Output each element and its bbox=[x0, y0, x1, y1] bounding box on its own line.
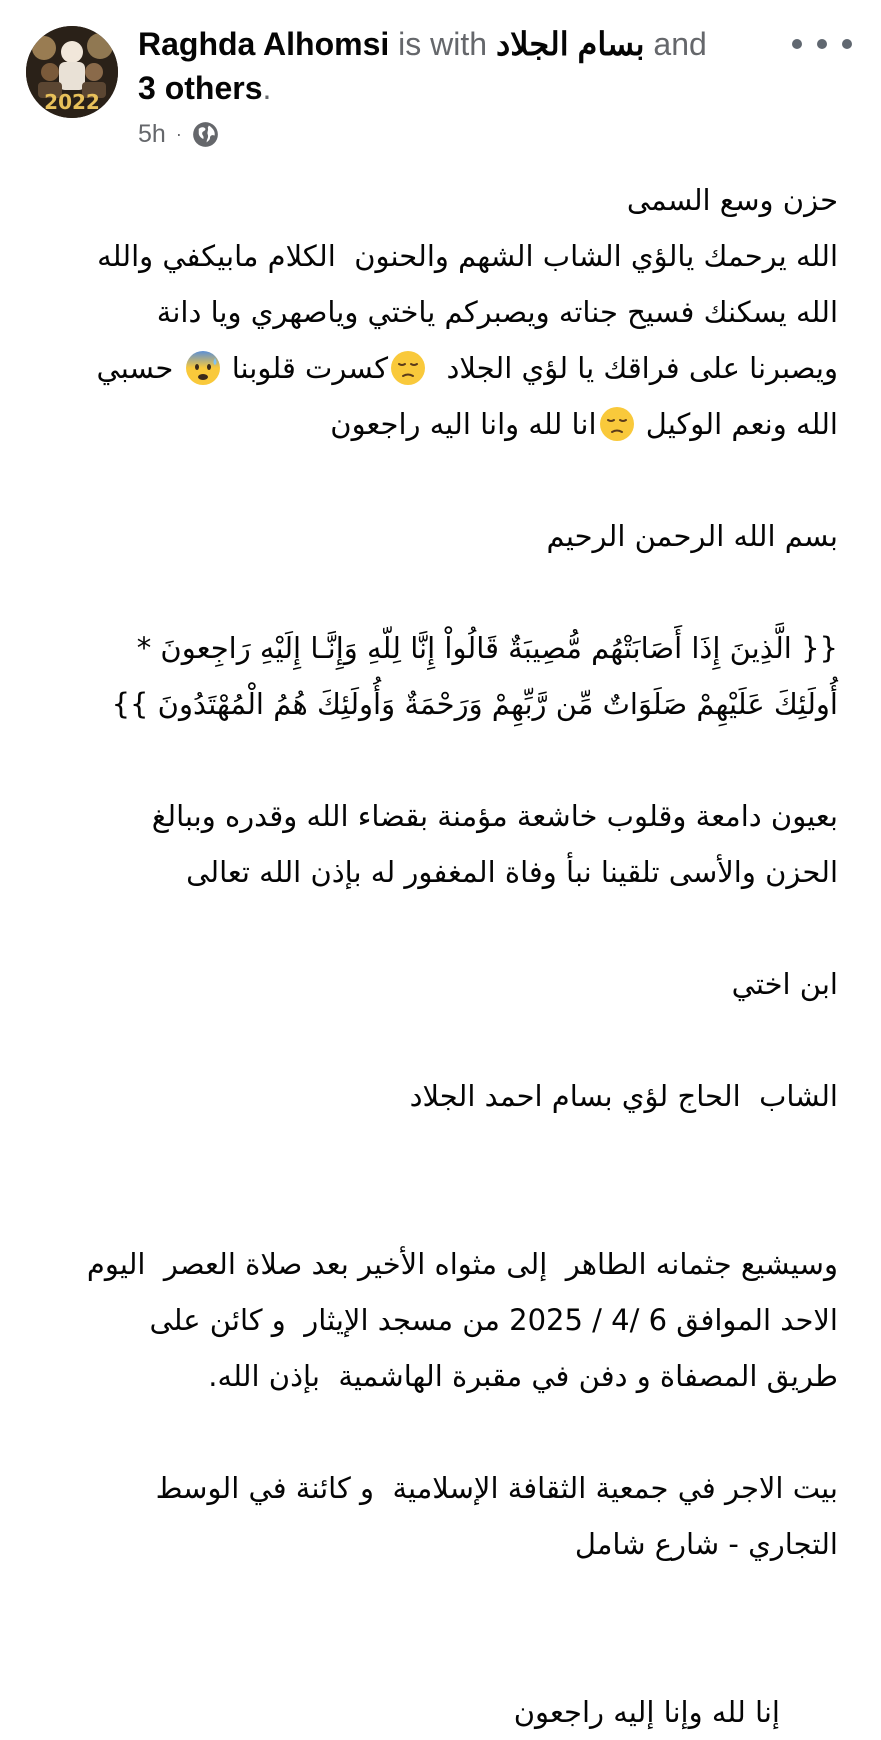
post-body bbox=[26, 172, 838, 1740]
is-with-text: is with bbox=[398, 26, 488, 62]
post-meta bbox=[138, 116, 219, 152]
author-name[interactable]: Raghda Alhomsi bbox=[138, 26, 390, 62]
post-timestamp[interactable]: 5h bbox=[138, 119, 166, 148]
relation-line: ابن اختي bbox=[731, 967, 838, 1001]
more-options-icon bbox=[792, 39, 802, 49]
deceased-name-line: الشاب الحاج لؤي بسام احمد الجلاد bbox=[409, 1079, 838, 1113]
pensive-face-icon bbox=[599, 406, 635, 442]
post-header bbox=[0, 0, 881, 160]
condolence-line: التجاري - شارع شامل bbox=[574, 1527, 838, 1561]
funeral-line: الاحد الموافق 6 /4 / 2025 من مسجد الإيثار و كائن على bbox=[149, 1303, 838, 1337]
announcement-line: بعيون دامعة وقلوب خاشعة مؤمنة بقضاء الله وقدره وببالغ bbox=[151, 799, 838, 833]
funeral-line: وسيشيع جثمانه الطاهر إلى مثواه الأخير بعد صلاة العصر اليوم bbox=[86, 1247, 838, 1281]
verse-line: أُولَئِكَ عَلَيْهِمْ صَلَوَاتٌ مِّن رَّبِّهِمْ وَرَحْمَةٌ وَأُولَئِكَ هُمُ الْمُهْتَدُونَ }} bbox=[111, 687, 838, 721]
body-line: حزن وسع السمى bbox=[626, 183, 838, 217]
others-link[interactable]: 3 others bbox=[138, 70, 263, 106]
globe-icon[interactable] bbox=[192, 121, 219, 148]
body-line: الله يرحمك يالؤي الشاب الشهم والحنون الكلام مابيكفي والله bbox=[97, 239, 838, 273]
body-line: الله ونعم الوكيل انا لله وانا اليه راجعون bbox=[330, 407, 838, 441]
period-text: . bbox=[262, 70, 272, 106]
condolence-line: بيت الاجر في جمعية الثقافة الإسلامية و كائنة في الوسط bbox=[155, 1471, 838, 1505]
closing-line: إنا لله وإنا إليه راجعون bbox=[513, 1695, 780, 1729]
and-text: and bbox=[653, 26, 707, 62]
avatar-image bbox=[26, 26, 118, 118]
announcement-line: الحزن والأسى تلقينا نبأ وفاة المغفور له بإذن الله تعالى bbox=[186, 855, 838, 889]
verse-line: {{ الَّذِينَ إِذَا أَصَابَتْهُم مُّصِيبَةٌ قَالُواْ إِنَّا لِلّهِ وَإِنَّـا إِلَيْهِ رَاجِعونَ * bbox=[136, 631, 838, 665]
pensive-face-icon bbox=[390, 350, 426, 386]
author-line bbox=[138, 22, 778, 110]
avatar-overlay-text: 2022 bbox=[44, 90, 100, 114]
author-avatar[interactable] bbox=[26, 26, 118, 118]
tagged-name[interactable]: بسام الجلاد bbox=[495, 26, 645, 62]
funeral-line: طريق المصفاة و دفن في مقبرة الهاشمية بإذن الله. bbox=[208, 1359, 838, 1393]
basmala-line: بسم الله الرحمن الرحيم bbox=[546, 519, 838, 553]
anxious-sweat-face-icon bbox=[185, 350, 221, 386]
body-line: الله يسكنك فسيح جناته ويصبركم ياختي وياصهري ويا دانة bbox=[156, 295, 838, 329]
meta-separator: · bbox=[175, 123, 182, 144]
body-line: ويصبرنا على فراقك يا لؤي الجلاد كسرت قلوبنا حسبي bbox=[96, 351, 838, 385]
more-options-button[interactable] bbox=[792, 26, 852, 62]
